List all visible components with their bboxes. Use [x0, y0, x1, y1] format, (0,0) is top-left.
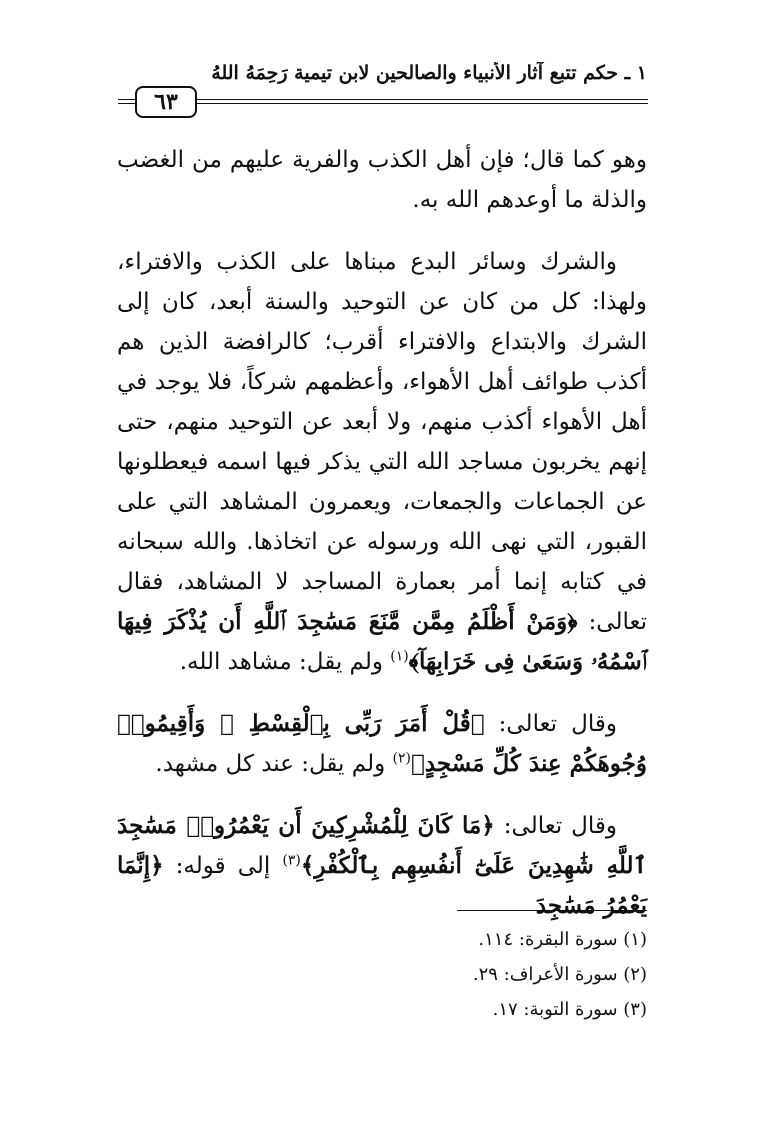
- running-title: ١ ـ حكم تتبع آثار الأنبياء والصالحين لابن تيمية رَحِمَهُ اللهُ: [211, 62, 647, 84]
- page-number-frame: [135, 86, 197, 118]
- page-number: ٦٣: [154, 89, 178, 115]
- footnote-ref: (٢): [392, 750, 411, 767]
- footnote: (٢) سورة الأعراف: ٢٩.: [472, 964, 647, 985]
- text-segment: ولم يقل: مشاهد الله.: [179, 649, 391, 675]
- footnote-ref: (١): [390, 648, 409, 665]
- footnote-rule: [457, 910, 647, 911]
- main-text: [117, 140, 647, 926]
- text-segment: والشرك وسائر البدع مبناها على الكذب والافتراء، ولهذا: كل من كان عن التوحيد والسنة أبعد، كان إلى الشرك والابتداع والافتراء أقرب؛ كالرافضة الذين هم أكذب طوائف أهل الأهواء، وأعظمهم شركاً، فلا يوجد في أهل الأهواء أكذب منهم، ولا أبعد عن التوحيد منهم، حتى إنهم يخربون مساجد الله التي يذكر فيها اسمه فيعطلونها عن الجماعات والجمعات، ويعمرون المشاهد التي على القبور، التي نهى الله ورسوله عن اتخاذها. والله سبحانه في كتابه إنما أمر بعمارة المساجد لا المشاهد، فقال تعالى:: [117, 249, 647, 635]
- text-segment: وهو كما قال؛ فإن أهل الكذب والفرية عليهم من الغضب والذلة ما أوعدهم الله به.: [117, 147, 647, 213]
- quran-verse: ﴿مَا كَانَ لِلْمُشْرِكِينَ أَن يَعْمُرُوا۟ مَسَٰجِدَ ٱللَّهِ شَٰهِدِينَ عَلَىٰٓ أَنفُسِهِم بِٱلْكُفْرِ﴾: [117, 812, 647, 879]
- paragraph: [117, 704, 647, 784]
- header-rule-double: [118, 103, 648, 104]
- footnote: (١) سورة البقرة: ١١٤.: [478, 929, 647, 950]
- quran-verse: ﴿إِنَّمَا يَعْمُرُ مَسَٰجِدَ: [117, 852, 647, 919]
- footnotes: [247, 922, 647, 1027]
- text-segment: وقال تعالى:: [494, 813, 618, 839]
- paragraph: [117, 242, 647, 682]
- paragraph: [117, 806, 647, 926]
- paragraph: [117, 140, 647, 220]
- text-segment: ولم يقل: عند كل مشهد.: [155, 751, 393, 777]
- footnote-ref: (٣): [282, 852, 301, 869]
- header-rule: [118, 99, 648, 100]
- footnote: (٣) سورة التوبة: ١٧.: [492, 999, 647, 1020]
- text-segment: وقال تعالى:: [484, 711, 617, 737]
- quran-verse: ﴿قُلْ أَمَرَ رَبِّى بِٱلْقِسْطِ ۖ وَأَقِيمُوا۟ وُجُوهَكُمْ عِندَ كُلِّ مَسْجِدٍ﴾: [117, 710, 647, 777]
- text-segment: إلى قوله:: [163, 853, 283, 879]
- quran-verse: ﴿وَمَنْ أَظْلَمُ مِمَّن مَّنَعَ مَسَٰجِدَ ٱللَّهِ أَن يُذْكَرَ فِيهَا ٱسْمُهُۥ وَسَعَىٰ فِى خَرَابِهَآ﴾: [117, 608, 647, 675]
